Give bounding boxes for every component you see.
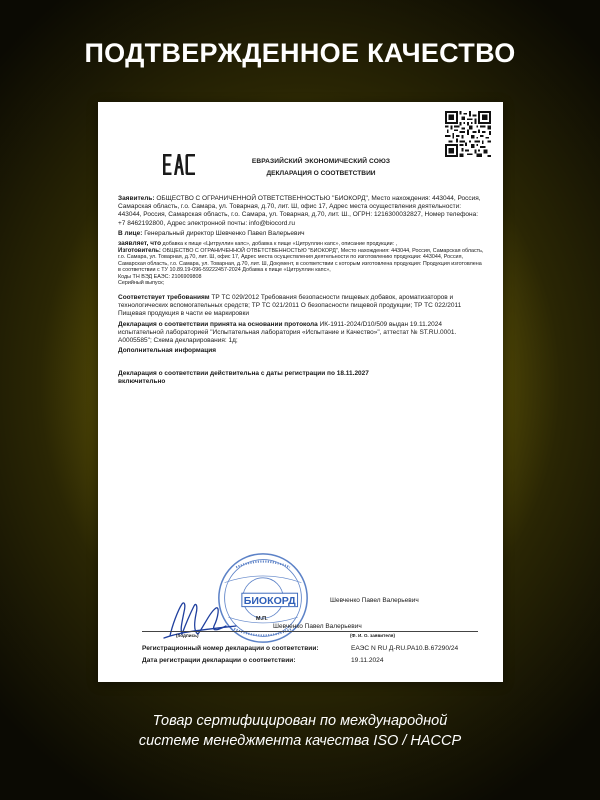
codes-line: Коды ТН ВЭД ЕАЭС: 2106909808 xyxy=(118,273,202,280)
applicant-paragraph xyxy=(118,195,485,228)
basis-text: ИК-1911-2024/D10/509 выдан 19.11.2024 испытательной лабораторией "Испытательная лаборатория «Испытание и Качество»", аттестат № ST.RU.0001. A0005585"; Схема декларирования: 1д; xyxy=(118,320,457,344)
validity-label: Декларация о соответствии действительна с даты регистрации по xyxy=(118,369,335,377)
page-headline: ПОДТВЕРЖДЕННОЕ КАЧЕСТВО xyxy=(84,38,516,68)
declares-label: заявляет, что xyxy=(118,240,162,248)
signature-caption: (подпись) xyxy=(176,633,199,638)
applicant-label: Заявитель: xyxy=(118,195,155,202)
eac-logo xyxy=(163,154,195,175)
signature-line xyxy=(142,631,478,632)
validity-date: 18.11.2027 xyxy=(334,369,369,377)
signer-name: Шевченко Павел Валерьевич xyxy=(273,623,362,630)
declares-text: добавка к пище «Цитруллин капс», добавка к пище «Цитруллин капс», описание продукции: , xyxy=(161,241,398,248)
fio-caption: (Ф. И. О. заявителя) xyxy=(350,633,396,638)
certification-caption xyxy=(0,711,600,751)
union-heading: ЕВРАЗИЙСКИЙ ЭКОНОМИЧЕСКИЙ СОЮЗ xyxy=(251,158,391,165)
signer-name-top: Шевченко Павел Валерьевич xyxy=(330,597,419,604)
serial-line: Серийный выпуск; xyxy=(118,280,165,287)
compliance-label: Соответствует требованиям xyxy=(118,293,210,301)
basis-paragraph xyxy=(118,321,485,346)
qr-code-icon xyxy=(445,111,491,157)
person-text: Генеральный директор Шевченко Павел Валерьевич xyxy=(142,230,305,237)
maker-label: Изготовитель: xyxy=(118,247,161,254)
reg-number: ЕАЭС N RU Д-RU.PA10.B.67290/24 xyxy=(351,645,459,652)
validity-paragraph xyxy=(118,370,485,386)
maker-text: ОБЩЕСТВО С ОГРАНИЧЕННОЙ ОТВЕТСТВЕННОСТЬЮ "БИОКОРД", Место нахождения: 443044, Россия, Самарская область, г.о. Самара, ул. Товарная, д.70, лит. Ш, офис 17, Адрес места осуществления деятельности по изготовлению продукции: 443044, Россия, Самарская область, г.о. Самара, ул. Товарная, д.70, лит. Ш, Документ, в соответствии с которым изготовлена продукция: Продукция изготовлена в соответствии с ТУ 10.89.19-096-59222457-2024 Добавка к пище «Цитруллин капс», xyxy=(118,247,484,274)
extra-info-label: Дополнительная информация xyxy=(118,347,217,355)
signature-icon xyxy=(160,596,240,642)
mp-label: М.П. xyxy=(256,616,268,622)
declaration-body xyxy=(118,195,485,388)
reg-number-label: Регистрационный номер декларации о соответствии: xyxy=(142,645,319,652)
caption-line-2: системе менеджмента качества ISO / HACCP xyxy=(138,733,462,749)
applicant-text: ОБЩЕСТВО С ОГРАНИЧЕННОЙ ОТВЕТСТВЕННОСТЬЮ "БИОКОРД", Место нахождения: 443044, Россия, Самарская область, г.о. Самара, ул. Товарная, д.70, лит. Ш, офис 17, Адрес места осуществления деятельности: 443044, Россия, Самарская область, г.о. Самара, ул. Товарная, д.70, лит. Ш., ОГРН: 1216300032827, Номер телефона: +7 8462192800, Адрес электронной почты: info@biocord.ru xyxy=(118,195,481,227)
compliance-paragraph xyxy=(118,294,485,319)
compliance-text: ТР ТС 029/2012 Требования безопасности пищевых добавок, ароматизаторов и технологических вспомогательных средств; ТР ТС 021/2011 О безопасности пищевой продукции; ТР ТС 022/2011 Пищевая продукция в части ее маркировки xyxy=(118,293,462,318)
person-label: В лице: xyxy=(118,230,143,237)
stamp-text: БИОКОРД xyxy=(243,594,296,607)
reg-date-label: Дата регистрации декларации о соответствии: xyxy=(142,657,296,664)
caption-line-1: Товар сертифицирован по международной xyxy=(152,713,448,729)
person-paragraph xyxy=(118,230,485,238)
maker-paragraph xyxy=(118,248,485,274)
reg-date: 19.11.2024 xyxy=(351,657,384,664)
basis-label: Декларация о соответствии принята на основании протокола xyxy=(118,320,318,328)
declaration-title: ДЕКЛАРАЦИЯ О СООТВЕТСТВИИ xyxy=(266,170,376,177)
declaration-document xyxy=(98,102,503,682)
validity-tail: включительно xyxy=(118,377,166,385)
